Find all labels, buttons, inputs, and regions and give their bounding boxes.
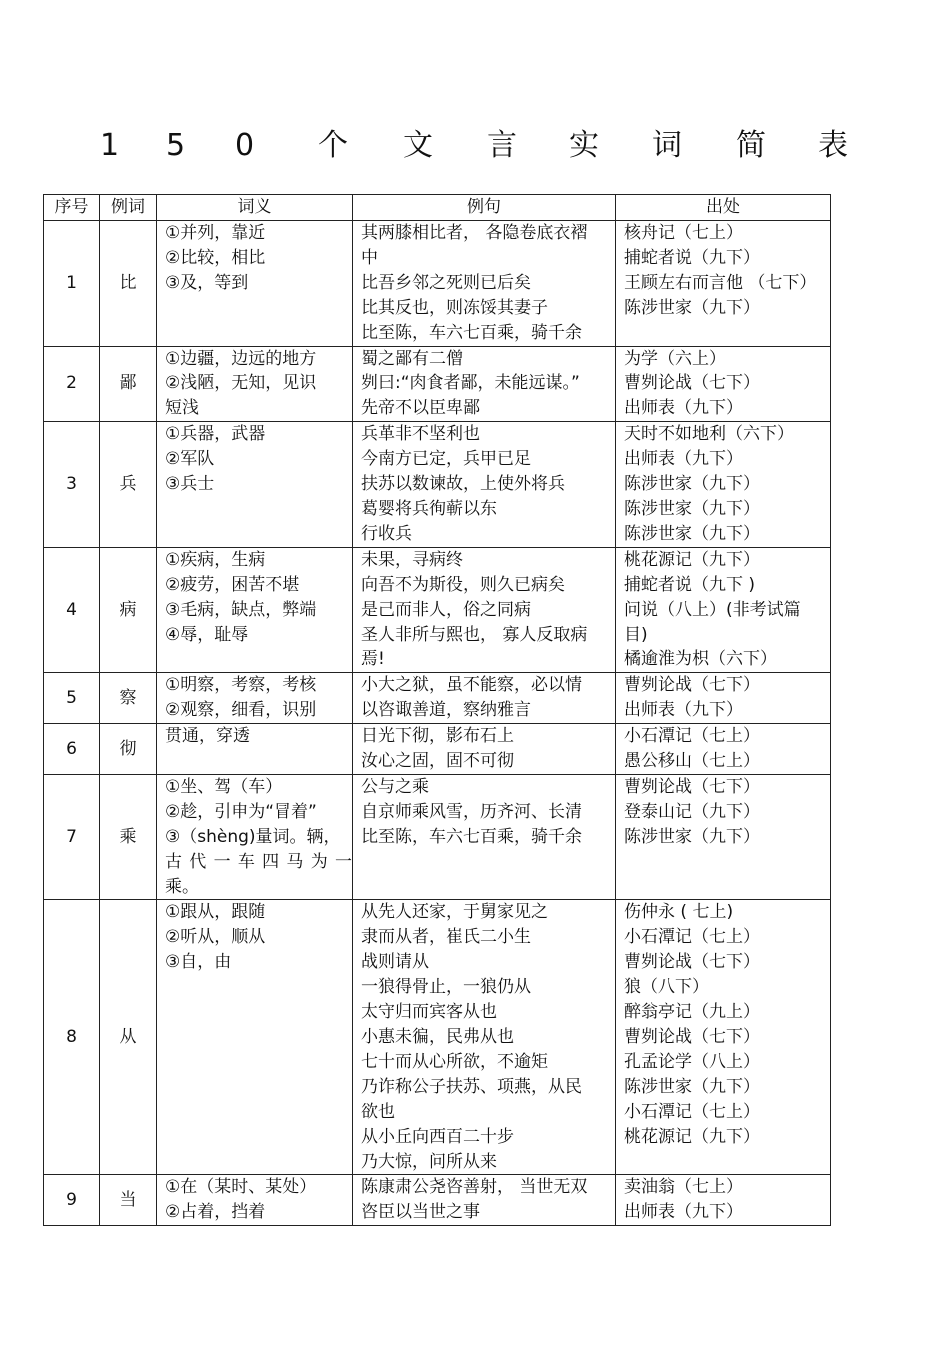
table-row [44, 422, 831, 548]
example-line: 隶而从者，崔氏二小生 [361, 927, 531, 948]
source-line: 愚公移山（七上） [624, 751, 760, 772]
example-line: 以咨诹善道，察纳雅言 [361, 700, 531, 721]
source-line: 陈涉世家（九下） [624, 826, 760, 847]
title-char: 0 [235, 128, 255, 163]
source-line: 橘逾淮为枳（六下） [624, 649, 777, 670]
meaning-cell [157, 422, 353, 548]
row-index: 2 [44, 346, 100, 422]
example-line: 太守归而宾客从也 [361, 1002, 497, 1023]
meaning-cell [157, 1175, 353, 1226]
table-row [44, 346, 831, 422]
example-line: 从小丘向西百二十步 [361, 1126, 514, 1147]
example-line: 蜀之鄙有二僧 [361, 348, 463, 369]
source-line: 出师表（九下） [624, 700, 743, 721]
meaning-cell [157, 900, 353, 1175]
source-cell [616, 774, 831, 900]
meaning-line: ①坐、驾（车） [165, 776, 283, 797]
source-line: 伤仲永 ( 七上) [624, 902, 734, 923]
example-line: 一狼得骨止，一狼仍从 [361, 977, 531, 998]
row-index: 9 [44, 1175, 100, 1226]
example-line: 比其反也，则冻馁其妻子 [361, 297, 548, 318]
example-line: 扶苏以数谏故，上使外将兵 [361, 474, 565, 495]
example-cell [353, 900, 616, 1175]
source-line: 出师表（九下） [624, 449, 743, 470]
source-line: 陈涉世家（九下） [624, 297, 760, 318]
example-line: 公与之乘 [361, 776, 429, 797]
example-line: 汝心之固，固不可彻 [361, 751, 514, 772]
source-line: 桃花源记（九下） [624, 549, 760, 570]
title-char: 简 [736, 128, 766, 163]
source-line: 曹刿论战（七下） [624, 1027, 760, 1047]
example-line: 从先人还家，于舅家见之 [361, 902, 548, 923]
title-char: 表 [818, 128, 848, 163]
meaning-line: ②趁，引申为“冒着” [165, 801, 317, 822]
example-line: 乃诈称公子扶苏、项燕，从民 [361, 1076, 582, 1097]
example-line: 陈康肃公尧咨善射， 当世无双 [361, 1177, 588, 1198]
title-char: 词 [652, 128, 682, 163]
row-word: 察 [100, 673, 157, 724]
source-line: 天时不如地利（六下） [624, 424, 794, 445]
row-index: 3 [44, 422, 100, 548]
example-line: 刿曰:“肉食者鄙，未能远谋。” [361, 373, 580, 394]
source-line: 桃花源记（九下） [624, 1126, 760, 1147]
source-cell [616, 547, 831, 673]
example-line: 比吾乡邻之死则已后矣 [361, 272, 531, 293]
example-cell [353, 774, 616, 900]
source-line: 曹刿论战（七下） [624, 373, 760, 394]
header-word: 例词 [100, 195, 157, 221]
example-line: 战则请从 [361, 952, 429, 973]
source-line: 出师表（九下） [624, 1202, 743, 1223]
meaning-line: ②浅陋，无知，见识 [165, 373, 317, 394]
meaning-line: ②疲劳，困苦不堪 [165, 574, 300, 595]
title-char: 个 [318, 128, 348, 163]
source-line: 小石潭记（七上） [624, 1101, 760, 1122]
meaning-cell [157, 547, 353, 673]
source-line: 曹刿论战（七下） [624, 776, 760, 797]
source-line: 小石潭记（七上） [624, 726, 760, 747]
source-line: 陈涉世家（九下） [624, 474, 760, 495]
row-index: 5 [44, 673, 100, 724]
source-line: 问说（八上）(非考试篇 [624, 599, 801, 620]
row-index: 1 [44, 221, 100, 347]
meaning-line: ①边疆，边远的地方 [165, 348, 317, 369]
example-line: 中 [361, 247, 378, 268]
row-word: 兵 [100, 422, 157, 548]
header-source: 出处 [616, 195, 831, 221]
table-row [44, 1175, 831, 1226]
row-index: 8 [44, 900, 100, 1175]
source-line: 醉翁亭记（九上） [624, 1002, 760, 1023]
meaning-line: ③兵士 [165, 474, 215, 495]
table-header-row [44, 195, 831, 221]
meaning-line: ③毛病，缺点，弊端 [165, 599, 317, 620]
source-line: 王顾左右而言他 （七下） [624, 272, 817, 293]
example-cell [353, 673, 616, 724]
example-line: 咨臣以当世之事 [361, 1202, 480, 1223]
source-cell [616, 346, 831, 422]
meaning-line: ③及，等到 [165, 272, 249, 293]
source-line: 曹刿论战（七下） [624, 675, 760, 696]
meaning-line: ②占着，挡着 [165, 1202, 266, 1223]
meaning-line: 短浅 [165, 398, 199, 419]
example-line: 日光下彻，影布石上 [361, 726, 514, 747]
example-line: 其两膝相比者， 各隐卷底衣褶 [361, 223, 588, 243]
example-line: 欲也 [361, 1101, 395, 1122]
meaning-line: 贯通，穿透 [165, 726, 250, 747]
meaning-cell [157, 346, 353, 422]
example-line: 兵革非不坚利也 [361, 424, 480, 445]
example-line: 小大之狱，虽不能察，必以情 [361, 675, 582, 696]
example-line: 今南方已定，兵甲已足 [361, 449, 531, 470]
meaning-line: ①疾病，生病 [165, 549, 266, 570]
meaning-line: ②军队 [165, 449, 215, 470]
row-word: 彻 [100, 724, 157, 775]
page-title [0, 128, 950, 168]
title-char: 言 [487, 128, 517, 163]
row-word: 病 [100, 547, 157, 673]
source-line: 出师表（九下） [624, 398, 743, 419]
source-cell [616, 673, 831, 724]
row-word: 当 [100, 1175, 157, 1226]
source-line: 核舟记（七上） [624, 223, 743, 243]
table-row [44, 724, 831, 775]
example-line: 葛婴将兵徇蕲以东 [361, 498, 497, 519]
header-index: 序号 [44, 195, 100, 221]
example-line: 行收兵 [361, 523, 412, 544]
source-line: 捕蛇者说（九下） [624, 247, 760, 268]
source-line: 陈涉世家（九下） [624, 523, 760, 544]
meaning-line: ③自，由 [165, 952, 232, 973]
meaning-cell [157, 774, 353, 900]
row-index: 4 [44, 547, 100, 673]
source-cell [616, 724, 831, 775]
title-char: 文 [403, 128, 433, 163]
example-cell [353, 422, 616, 548]
source-cell [616, 1175, 831, 1226]
example-line: 未果，寻病终 [361, 549, 463, 570]
row-word: 乘 [100, 774, 157, 900]
source-line: 曹刿论战（七下） [624, 952, 760, 973]
title-char: 实 [569, 128, 599, 163]
example-cell [353, 724, 616, 775]
meaning-line: ④辱，耻辱 [165, 624, 249, 645]
meaning-line: 古代一车四马为一 [165, 851, 352, 872]
source-line: 孔孟论学（八上） [624, 1051, 760, 1072]
source-line: 陈涉世家（九下） [624, 1076, 760, 1097]
table-row [44, 673, 831, 724]
source-line: 小石潭记（七上） [624, 927, 760, 948]
source-line: 捕蛇者说（九下 ) [624, 574, 756, 595]
source-cell [616, 221, 831, 347]
row-word: 比 [100, 221, 157, 347]
source-line: 登泰山记（九下） [624, 801, 760, 822]
example-line: 圣人非所与熙也， 寡人反取病 [361, 624, 588, 645]
example-line: 向吾不为斯役，则久已病矣 [361, 574, 565, 595]
title-char: 5 [166, 128, 186, 163]
example-line: 先帝不以臣卑鄙 [361, 398, 480, 419]
example-cell [353, 547, 616, 673]
example-line: 乃大惊，问所从来 [361, 1151, 497, 1172]
example-line: 自京师乘风雪，历齐河、长清 [361, 801, 582, 822]
meaning-line: ①跟从，跟随 [165, 902, 266, 923]
source-line: 狼（八下） [624, 977, 709, 998]
header-example: 例句 [353, 195, 616, 221]
meaning-cell [157, 673, 353, 724]
example-cell [353, 346, 616, 422]
meaning-cell [157, 221, 353, 347]
meaning-line: 乘。 [165, 876, 199, 897]
title-char: 1 [100, 128, 120, 163]
example-line: 小惠未徧，民弗从也 [361, 1027, 514, 1047]
example-cell [353, 221, 616, 347]
row-index: 6 [44, 724, 100, 775]
meaning-line: ②听从，顺从 [165, 927, 266, 948]
source-line: 为学（六上） [624, 348, 726, 369]
example-line: 比至陈，车六七百乘，骑千余 [361, 322, 582, 343]
example-line: 是己而非人，俗之同病 [361, 599, 531, 620]
meaning-line: ②比较，相比 [165, 247, 266, 268]
table-row [44, 221, 831, 347]
source-cell [616, 422, 831, 548]
vocab-table [43, 194, 831, 1226]
source-line: 目) [624, 624, 648, 645]
meaning-line: ①兵器，武器 [165, 424, 266, 445]
row-word: 从 [100, 900, 157, 1175]
meaning-line: ②观察，细看，识别 [165, 700, 317, 721]
source-line: 卖油翁（七上） [624, 1177, 743, 1198]
meaning-cell [157, 724, 353, 775]
example-line: 焉! [361, 649, 385, 670]
example-cell [353, 1175, 616, 1226]
source-cell [616, 900, 831, 1175]
row-word: 鄙 [100, 346, 157, 422]
header-meaning: 词义 [157, 195, 353, 221]
table-row [44, 900, 831, 1175]
meaning-line: ①明察，考察，考核 [165, 675, 317, 696]
row-index: 7 [44, 774, 100, 900]
meaning-line: ①并列，靠近 [165, 223, 266, 243]
meaning-line: ①在（某时、某处） [165, 1177, 317, 1198]
table-row [44, 547, 831, 673]
source-line: 陈涉世家（九下） [624, 498, 760, 519]
example-line: 比至陈，车六七百乘，骑千余 [361, 826, 582, 847]
table-row [44, 774, 831, 900]
example-line: 七十而从心所欲，不逾矩 [361, 1051, 548, 1072]
meaning-line: ③（shèng)量词。辆， [165, 826, 341, 847]
